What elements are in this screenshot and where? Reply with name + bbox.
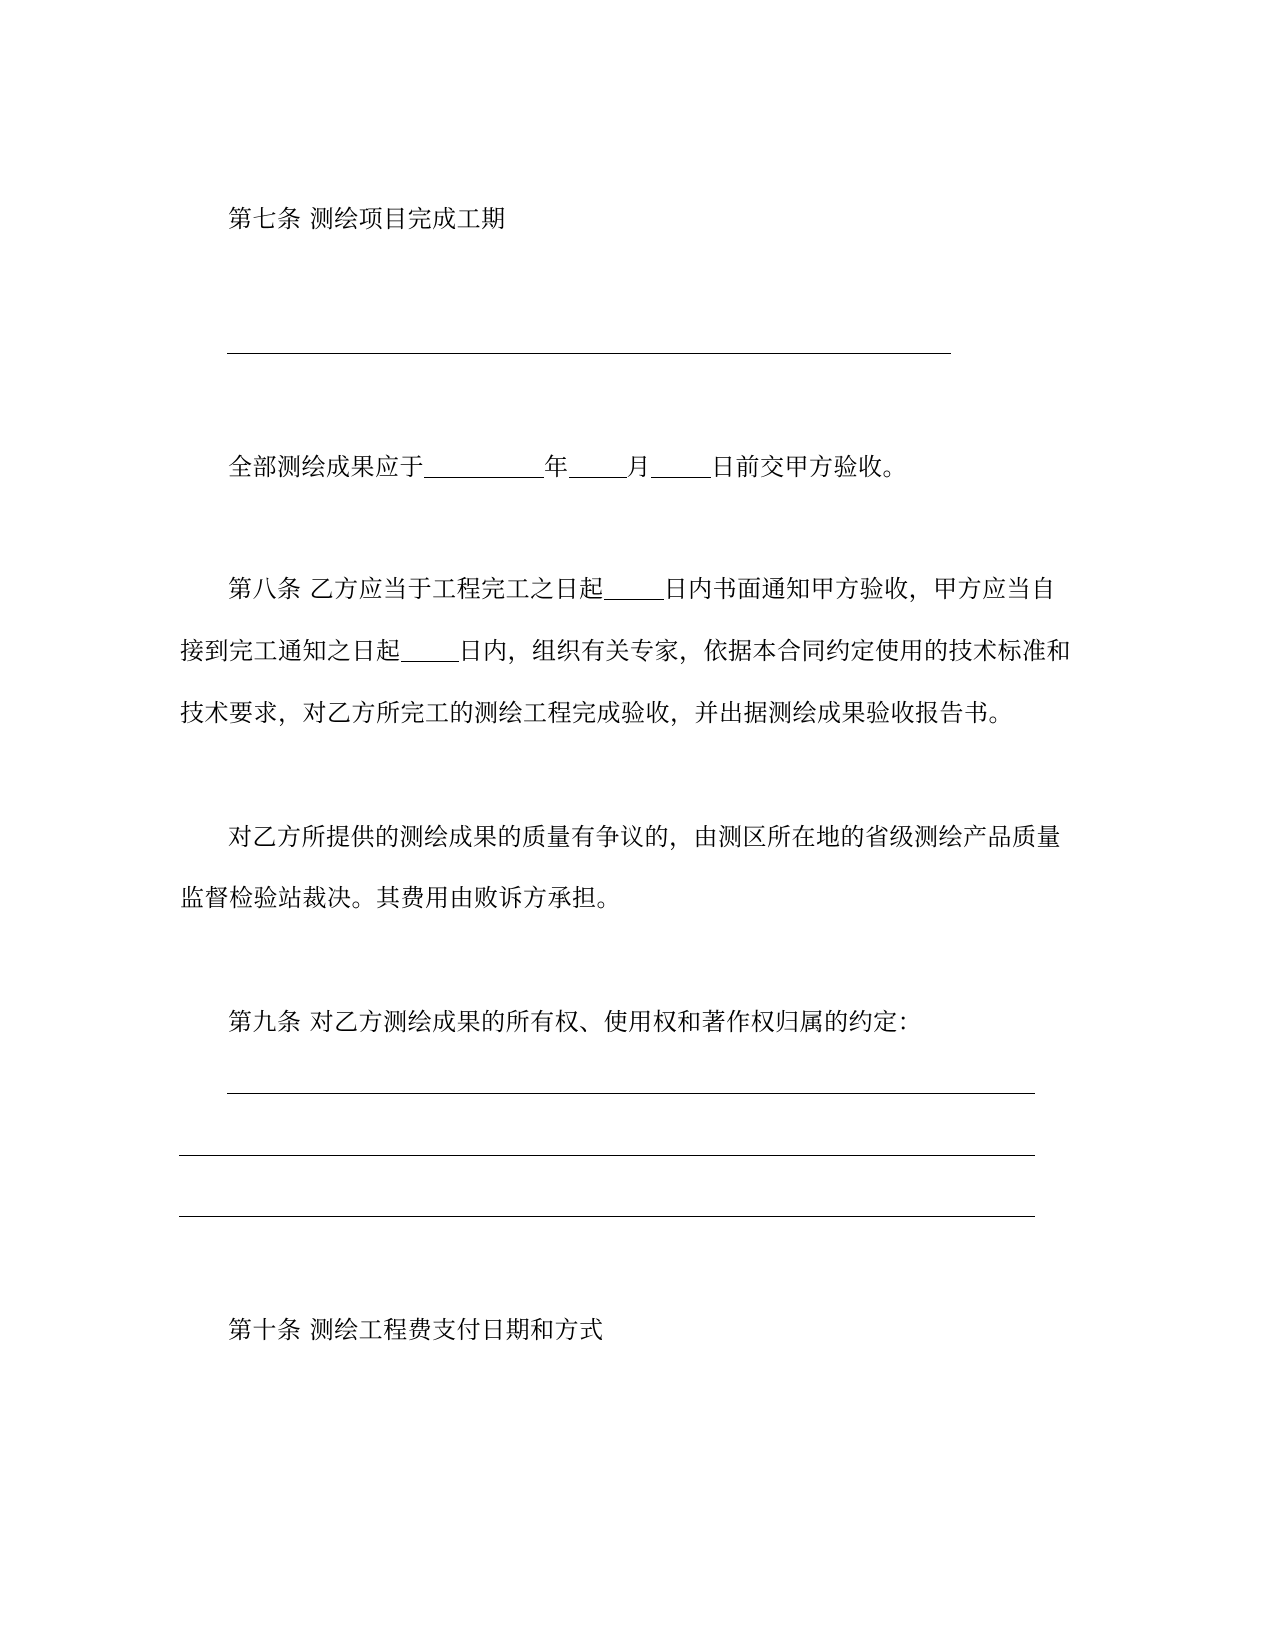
article-8-l2-prefix: 接到完工通知之日起 xyxy=(180,637,401,665)
article-9-fill-line-3 xyxy=(179,1216,1035,1217)
article-8-line-3: 技术要求，对乙方所完工的测绘工程完成验收，并出据测绘成果验收报告书。 xyxy=(180,699,1013,727)
day-suffix: 日前交甲方验收。 xyxy=(711,453,907,481)
delivery-prefix: 全部测绘成果应于 xyxy=(228,453,424,481)
article-8-l1-suffix: 日内书面通知甲方验收，甲方应当自 xyxy=(663,575,1056,603)
month-label: 月 xyxy=(626,453,651,481)
acceptance-days-blank xyxy=(401,637,459,662)
dispute-line-2: 监督检验站裁决。其费用由败诉方承担。 xyxy=(180,884,621,912)
year-label: 年 xyxy=(544,453,569,481)
article-8-line-2 xyxy=(180,636,1071,666)
article-9-heading: 第九条 对乙方测绘成果的所有权、使用权和著作权归属的约定： xyxy=(228,1008,923,1036)
day-blank xyxy=(651,453,711,478)
article-10-heading: 第十条 测绘工程费支付日期和方式 xyxy=(228,1316,604,1344)
delivery-deadline-line xyxy=(228,452,907,482)
month-blank xyxy=(569,453,627,478)
article-8-line-1 xyxy=(228,574,1056,604)
dispute-line-1: 对乙方所提供的测绘成果的质量有争议的，由测区所在地的省级测绘产品质量 xyxy=(228,823,1061,851)
article-7-fill-line xyxy=(227,353,951,354)
article-8-l2-suffix: 日内，组织有关专家，依据本合同约定使用的技术标准和 xyxy=(458,637,1071,665)
article-9-fill-line-1 xyxy=(227,1093,1035,1094)
article-7-heading: 第七条 测绘项目完成工期 xyxy=(228,205,506,233)
article-9-fill-line-2 xyxy=(179,1155,1035,1156)
notice-days-blank xyxy=(604,575,664,600)
article-8-l1-prefix: 第八条 乙方应当于工程完工之日起 xyxy=(228,575,604,603)
year-blank xyxy=(424,453,544,478)
